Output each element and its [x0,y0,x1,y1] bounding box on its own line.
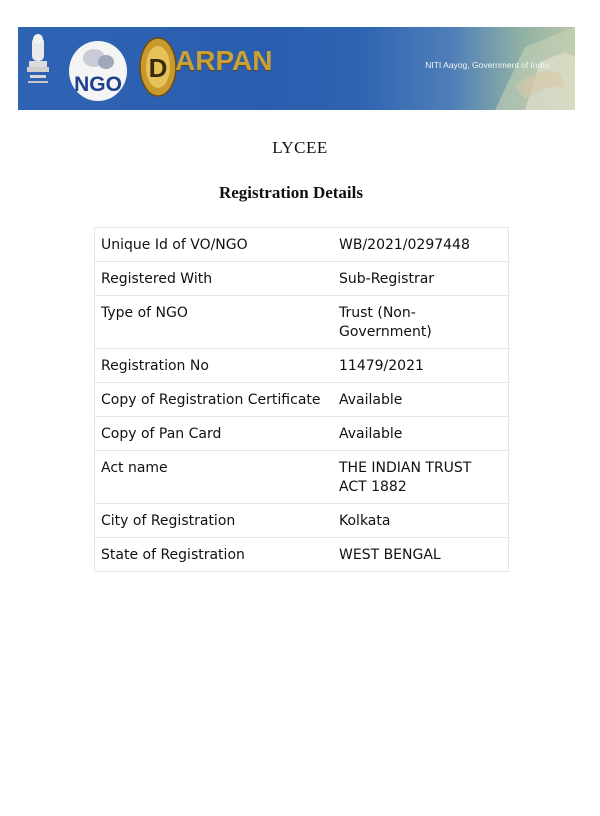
detail-label: Copy of Pan Card [95,417,334,451]
detail-value: Trust (Non-Government) [333,296,509,349]
detail-value: Available [333,383,509,417]
registration-details-table [94,227,509,572]
table-row [95,451,509,504]
niti-aayog-label: NITI Aayog, Government of India [425,60,549,70]
svg-text:NGO: NGO [74,73,122,96]
table-row [95,504,509,538]
detail-value: Available [333,417,509,451]
detail-label: State of Registration [95,538,334,572]
section-title: Registration Details [218,183,363,202]
detail-value: Sub-Registrar [333,262,509,296]
organization-name: LYCEE [272,138,328,157]
detail-value: 11479/2021 [333,349,509,383]
table-row [95,228,509,262]
detail-value: WB/2021/0297448 [333,228,509,262]
table-row [95,417,509,451]
detail-label: Registered With [95,262,334,296]
detail-label: Registration No [95,349,334,383]
table-row [95,383,509,417]
detail-label: Type of NGO [95,296,334,349]
table-row [95,538,509,572]
detail-value: Kolkata [333,504,509,538]
detail-label: Unique Id of VO/NGO [95,228,334,262]
detail-label: Act name [95,451,334,504]
darpan-coin-icon [138,35,178,99]
detail-label: Copy of Registration Certificate [95,383,334,417]
detail-label: City of Registration [95,504,334,538]
detail-value: THE INDIAN TRUST ACT 1882 [333,451,509,504]
detail-value: WEST BENGAL [333,538,509,572]
svg-text:D: D [148,53,168,83]
state-emblem-icon [23,31,53,105]
table-row [95,349,509,383]
ngo-logo-icon [68,40,128,102]
table-row [95,262,509,296]
table-row [95,296,509,349]
header-banner [18,27,575,110]
darpan-wordmark: ARPAN [175,45,273,76]
